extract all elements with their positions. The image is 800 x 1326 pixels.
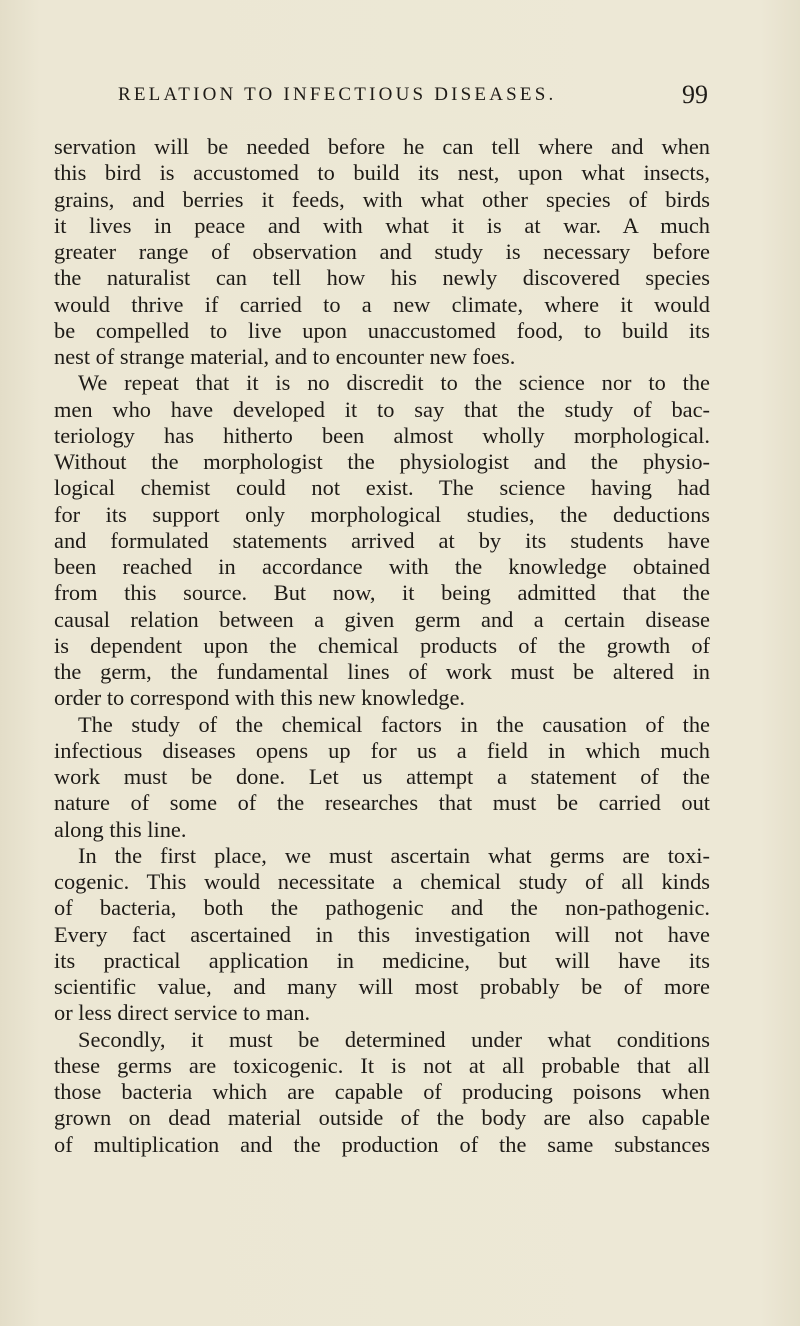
text-line: or less direct service to man. xyxy=(54,1000,311,1026)
text-line: grains, and berries it feeds, with what other species of birds xyxy=(54,186,710,212)
text-line: servation will be needed before he can tell where and when xyxy=(54,134,710,159)
paragraph-start-line: We repeat that it is no discredit to the science nor to the xyxy=(78,370,710,396)
text-line: been reached in accordance with the knowledge obtained xyxy=(54,554,710,579)
text-line: scientific value, and many will most probably be of more xyxy=(54,974,710,999)
text-line: is dependent upon the chemical products of the growth of xyxy=(54,632,710,658)
text-line: grown on dead material outside of the body are also capable xyxy=(54,1105,710,1131)
paragraph-start-line: Secondly, it must be determined under what conditions xyxy=(78,1026,710,1052)
text-line: order to correspond with this new knowledge. xyxy=(54,685,466,711)
text-line: work must be done. Let us attempt a statement of the xyxy=(54,764,710,789)
text-line: the germ, the fundamental lines of work must be altered in xyxy=(54,659,710,684)
text-line: would thrive if carried to a new climate, where it would xyxy=(54,291,710,317)
text-line: its practical application in medicine, but will have its xyxy=(54,947,710,973)
text-line: cogenic. This would necessitate a chemical study of all kinds xyxy=(54,869,710,894)
body-text xyxy=(54,134,710,1158)
text-line: from this source. But now, it being admitted that the xyxy=(54,580,710,606)
text-line: of bacteria, both the pathogenic and the non-pathogenic. xyxy=(54,895,710,921)
page-number: 99 xyxy=(682,80,708,109)
text-line: nest of strange material, and to encounter new foes. xyxy=(54,344,516,369)
text-line: infectious diseases opens up for us a field in which much xyxy=(54,737,710,763)
text-line: these germs are toxicogenic. It is not at all probable that all xyxy=(54,1052,710,1078)
text-line: it lives in peace and with what it is at war. A much xyxy=(54,212,710,238)
text-line: along this line. xyxy=(54,816,187,842)
text-line: nature of some of the researches that must be carried out xyxy=(54,790,710,816)
text-line: this bird is accustomed to build its nest, upon what insects, xyxy=(54,160,710,186)
text-line: logical chemist could not exist. The science having had xyxy=(54,475,710,501)
text-line: be compelled to live upon unaccustomed food, to build its xyxy=(54,317,710,343)
text-line: men who have developed it to say that the study of bac- xyxy=(54,396,710,422)
text-line: for its support only morphological studies, the deductions xyxy=(54,501,710,527)
text-line: greater range of observation and study is necessary before xyxy=(54,239,710,264)
text-line: the naturalist can tell how his newly discovered species xyxy=(54,265,710,291)
text-line: and formulated statements arrived at by its students have xyxy=(54,527,710,553)
text-line: Without the morphologist the physiologist and the physio- xyxy=(54,449,710,474)
running-head xyxy=(118,80,708,118)
text-line: causal relation between a given germ and a certain disease xyxy=(54,606,710,632)
text-line: teriology has hitherto been almost wholly morphological. xyxy=(54,422,710,448)
paragraph-start-line: In the first place, we must ascertain what germs are toxi- xyxy=(78,842,710,868)
paragraph-start-line: The study of the chemical factors in the causation of the xyxy=(78,711,710,737)
running-title: RELATION TO INFECTIOUS DISEASES. xyxy=(118,84,557,105)
text-line: those bacteria which are capable of producing poisons when xyxy=(54,1079,710,1104)
text-line: Every fact ascertained in this investigation will not have xyxy=(54,921,710,947)
text-line: of multiplication and the production of the same substances xyxy=(54,1131,710,1157)
